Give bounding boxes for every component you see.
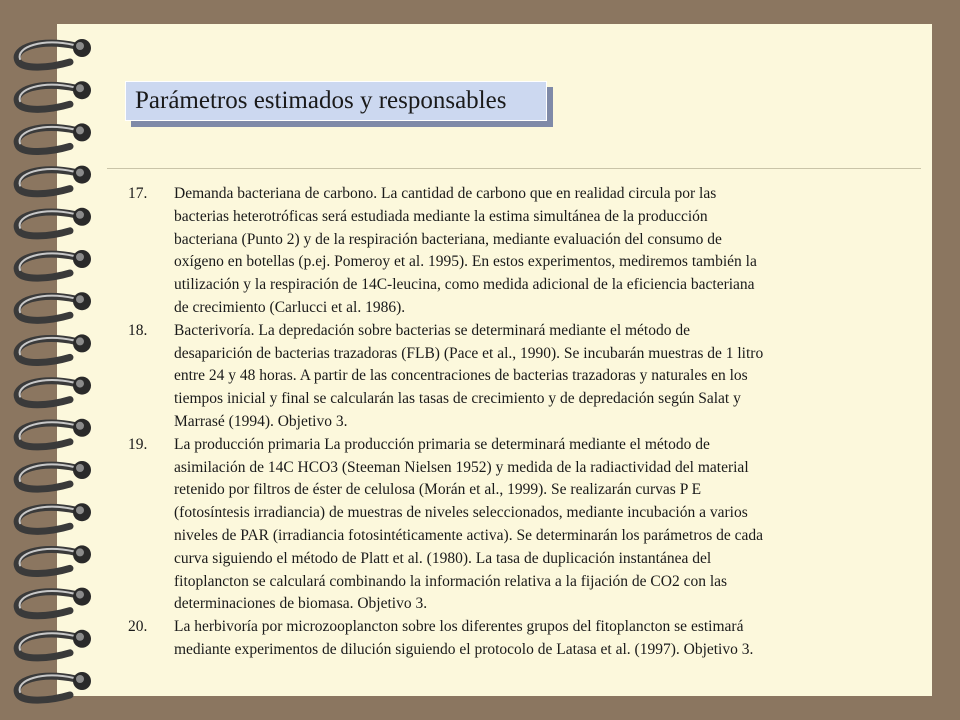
item-text-line: tiempos inicial y final se calcularán las tasas de crecimiento y de depredación según Salat y xyxy=(174,390,741,408)
item-text-line: curva siguiendo el método de Platt et al. (1980). La tasa de duplicación instantánea del xyxy=(174,549,712,567)
item-text-line: mediante experimentos de dilución siguiendo el protocolo de Latasa et al. (1997). Objetivo 3. xyxy=(174,640,754,658)
item-text-line: bacterias heterotróficas será estudiada mediante la estima simultánea de la producción xyxy=(174,207,708,225)
spiral-ring xyxy=(17,166,91,194)
item-text-line: determinaciones de biomasa. Objetivo 3. xyxy=(174,595,428,613)
spiral-ring xyxy=(17,208,91,236)
item-text-line: La producción primaria La producción primaria se determinará mediante el método de xyxy=(174,435,710,453)
item-number: 18. xyxy=(128,321,148,339)
title-box xyxy=(125,81,547,121)
item-text-line: Marrasé (1994). Objetivo 3. xyxy=(174,412,348,430)
item-text-line: bacteriana (Punto 2) y de la respiración bacteriana, mediante evaluación del consumo de xyxy=(174,230,722,248)
item-text-line: Demanda bacteriana de carbono. La cantidad de carbono que en realidad circula por las xyxy=(174,185,717,202)
item-text-line: entre 24 y 48 horas. A partir de las concentraciones de bacterias trazadoras y naturales en los xyxy=(174,367,748,385)
item-text xyxy=(174,183,888,320)
item-text-line: asimilación de 14C HCO3 (Steeman Nielsen 1952) y medida de la radiactividad del material xyxy=(174,458,749,476)
list-item xyxy=(128,616,888,662)
spiral-ring xyxy=(17,334,91,362)
spiral-ring xyxy=(17,419,91,447)
item-text-line: utilización y la respiración de 14C-leucina, como medida adicional de la eficiencia bacteriana xyxy=(174,276,755,294)
item-text xyxy=(174,434,888,616)
item-text xyxy=(174,320,888,434)
list-item xyxy=(128,183,888,320)
title-divider xyxy=(107,168,921,169)
spiral-ring xyxy=(17,39,91,67)
spiral-binding xyxy=(0,0,110,720)
item-text-line: oxígeno en botellas (p.ej. Pomeroy et al. 1995). En estos experimentos, mediremos también la xyxy=(174,253,757,271)
item-text-line: Bacterivoría. La depredación sobre bacterias se determinará mediante el método de xyxy=(174,321,690,339)
spiral-ring xyxy=(17,461,91,489)
item-text-line: retenido por filtros de éster de celulosa (Morán et al., 1999). Se realizarán curvas P E xyxy=(174,481,702,499)
item-number: 19. xyxy=(128,435,148,453)
spiral-ring xyxy=(17,588,91,616)
spiral-ring xyxy=(17,81,91,109)
spiral-ring xyxy=(17,123,91,151)
spiral-ring xyxy=(17,250,91,278)
spiral-ring xyxy=(17,630,91,658)
item-text-line: fitoplancton se calculará combinando la información relativa a la fijación de CO2 con las xyxy=(174,572,728,590)
spiral-ring xyxy=(17,672,91,700)
item-number: 17. xyxy=(128,185,148,202)
item-text-line: de crecimiento (Carlucci et al. 1986). xyxy=(174,298,406,316)
item-text-line: (fotosíntesis irradiancia) de muestras de niveles seleccionados, mediante incubación a varios xyxy=(174,504,748,522)
slide-title: Parámetros estimados y responsables xyxy=(135,87,507,114)
list-item xyxy=(128,434,888,616)
spiral-ring xyxy=(17,292,91,320)
item-text xyxy=(174,616,888,662)
item-text-line: desaparición de bacterias trazadoras (FLB) (Pace et al., 1990). Se incubarán muestras de 1 litro xyxy=(174,344,764,362)
item-text-line: niveles de PAR (irradiancia fotosintéticamente activa). Se determinarán los parámetros de cada xyxy=(174,526,764,544)
list-item xyxy=(128,320,888,434)
spiral-ring xyxy=(17,377,91,405)
numbered-list xyxy=(128,183,888,662)
spiral-ring xyxy=(17,503,91,531)
spiral-ring xyxy=(17,545,91,573)
item-number: 20. xyxy=(128,618,148,636)
item-text-line: La herbivoría por microzooplancton sobre los diferentes grupos del fitoplancton se estimará xyxy=(174,618,744,636)
